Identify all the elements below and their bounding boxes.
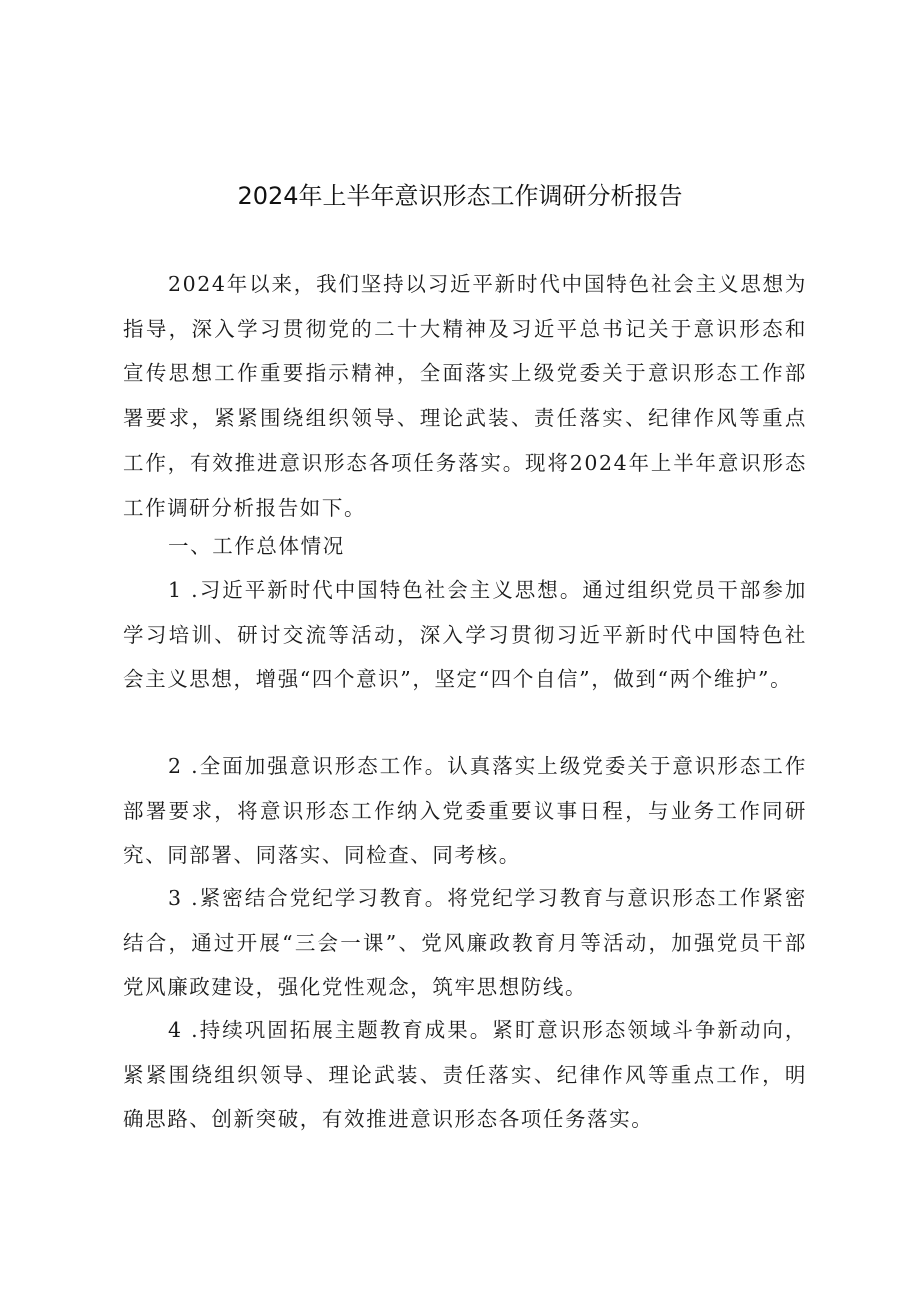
intro-paragraph: 2024年以来，我们坚持以习近平新时代中国特色社会主义思想为指导，深入学习贯彻党的二十大精神及习近平总书记关于意识形态和宣传思想工作重要指示精神，全面落实上级党委关于意识形态工作部署要求，紧紧围绕组织领导、理论武装、责任落实、纪律作风等重点工作，有效推进意识形态各项任务落实。现将2024年上半年意识形态工作调研分析报告如下。 — [123, 272, 807, 520]
list-item-2: 2 .全面加强意识形态工作。认真落实上级党委关于意识形态工作部署要求，将意识形态工作纳入党委重要议事日程，与业务工作同研究、同部署、同落实、同检查、同考核。 — [123, 754, 807, 868]
list-item-3: 3 .紧密结合党纪学习教育。将党纪学习教育与意识形态工作紧密结合，通过开展“三会一课”、党风廉政教育月等活动，加强党员干部党风廉政建设，强化党性观念，筑牢思想防线。 — [123, 886, 807, 1000]
list-item-1: 1 .习近平新时代中国特色社会主义思想。通过组织党员干部参加学习培训、研讨交流等活动，深入学习贯彻习近平新时代中国特色社会主义思想，增强“四个意识”，坚定“四个自信”，做到“两个维护”。 — [123, 578, 807, 692]
list-item-4: 4 .持续巩固拓展主题教育成果。紧盯意识形态领域斗争新动向，紧紧围绕组织领导、理论武装、责任落实、纪律作风等重点工作，明确思路、创新突破，有效推进意识形态各项任务落实。 — [123, 1018, 807, 1132]
document-title: 2024年上半年意识形态工作调研分析报告 — [237, 182, 683, 210]
section-heading: 一、工作总体情况 — [168, 534, 345, 558]
